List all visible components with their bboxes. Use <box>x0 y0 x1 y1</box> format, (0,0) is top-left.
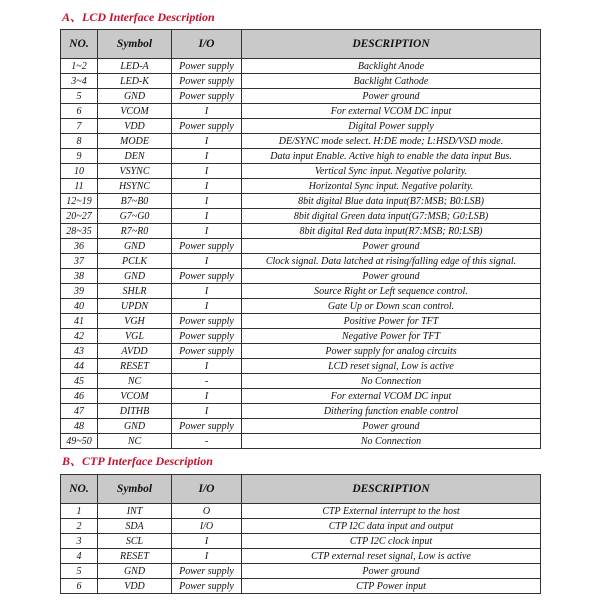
table-row <box>61 119 541 134</box>
cell-io: - <box>172 434 242 449</box>
cell-description: Power ground <box>242 239 541 254</box>
cell-description: CTP External interrupt to the host <box>242 504 541 519</box>
cell-symbol: NC <box>98 434 172 449</box>
cell-symbol: UPDN <box>98 299 172 314</box>
cell-symbol: VCOM <box>98 389 172 404</box>
cell-io: Power supply <box>172 564 242 579</box>
cell-no: 12~19 <box>61 194 98 209</box>
cell-no: 43 <box>61 344 98 359</box>
table-row <box>61 549 541 564</box>
table-row <box>61 519 541 534</box>
cell-description: 8bit digital Blue data input(B7:MSB; B0:LSB) <box>242 194 541 209</box>
cell-io: Power supply <box>172 89 242 104</box>
cell-symbol: PCLK <box>98 254 172 269</box>
cell-symbol: RESET <box>98 549 172 564</box>
cell-io: Power supply <box>172 579 242 594</box>
cell-no: 7 <box>61 119 98 134</box>
cell-description: 8bit digital Green data input(G7:MSB; G0:LSB) <box>242 209 541 224</box>
header-description: DESCRIPTION <box>242 30 541 59</box>
cell-no: 39 <box>61 284 98 299</box>
cell-io: I <box>172 549 242 564</box>
table-row <box>61 579 541 594</box>
cell-no: 48 <box>61 419 98 434</box>
table-row <box>61 404 541 419</box>
cell-symbol: VGH <box>98 314 172 329</box>
cell-no: 40 <box>61 299 98 314</box>
table-row <box>61 564 541 579</box>
lcd-table-body <box>61 59 541 449</box>
cell-no: 2 <box>61 519 98 534</box>
cell-description: Backlight Cathode <box>242 74 541 89</box>
cell-no: 37 <box>61 254 98 269</box>
cell-io: Power supply <box>172 74 242 89</box>
header-io: I/O <box>172 475 242 504</box>
cell-no: 10 <box>61 164 98 179</box>
cell-description: Source Right or Left sequence control. <box>242 284 541 299</box>
cell-no: 4 <box>61 549 98 564</box>
cell-symbol: LED-A <box>98 59 172 74</box>
table-row <box>61 149 541 164</box>
table-row <box>61 389 541 404</box>
cell-io: I <box>172 284 242 299</box>
cell-symbol: NC <box>98 374 172 389</box>
cell-description: Power supply for analog circuits <box>242 344 541 359</box>
ctp-table-header <box>61 475 541 504</box>
cell-symbol: LED-K <box>98 74 172 89</box>
table-row <box>61 504 541 519</box>
cell-description: Data input Enable. Active high to enable the data input Bus. <box>242 149 541 164</box>
cell-description: Negative Power for TFT <box>242 329 541 344</box>
cell-symbol: HSYNC <box>98 179 172 194</box>
ctp-table-body <box>61 504 541 594</box>
cell-symbol: G7~G0 <box>98 209 172 224</box>
cell-symbol: B7~B0 <box>98 194 172 209</box>
cell-symbol: VDD <box>98 119 172 134</box>
cell-io: I <box>172 164 242 179</box>
table-row <box>61 74 541 89</box>
table-row <box>61 284 541 299</box>
cell-io: I <box>172 389 242 404</box>
cell-symbol: AVDD <box>98 344 172 359</box>
cell-symbol: DITHB <box>98 404 172 419</box>
cell-no: 41 <box>61 314 98 329</box>
cell-io: O <box>172 504 242 519</box>
cell-io: Power supply <box>172 119 242 134</box>
cell-description: For external VCOM DC input <box>242 104 541 119</box>
cell-description: Power ground <box>242 564 541 579</box>
cell-io: I <box>172 404 242 419</box>
cell-no: 6 <box>61 104 98 119</box>
cell-description: CTP I2C data input and output <box>242 519 541 534</box>
ctp-section-title: B、CTP Interface Description <box>62 454 213 468</box>
cell-io: I <box>172 254 242 269</box>
cell-io: - <box>172 374 242 389</box>
cell-symbol: GND <box>98 89 172 104</box>
cell-no: 3 <box>61 534 98 549</box>
table-row <box>61 534 541 549</box>
cell-no: 42 <box>61 329 98 344</box>
header-no: NO. <box>61 30 98 59</box>
table-row <box>61 89 541 104</box>
table-row <box>61 359 541 374</box>
cell-description: Power ground <box>242 269 541 284</box>
cell-io: I <box>172 179 242 194</box>
cell-io: I <box>172 299 242 314</box>
cell-description: Gate Up or Down scan control. <box>242 299 541 314</box>
cell-description: 8bit digital Red data input(R7:MSB; R0:LSB) <box>242 224 541 239</box>
cell-no: 5 <box>61 564 98 579</box>
cell-no: 28~35 <box>61 224 98 239</box>
cell-symbol: VSYNC <box>98 164 172 179</box>
table-row <box>61 134 541 149</box>
cell-symbol: MODE <box>98 134 172 149</box>
table-row <box>61 314 541 329</box>
ctp-interface-table <box>60 474 541 594</box>
cell-description: No Connection <box>242 434 541 449</box>
cell-io: Power supply <box>172 59 242 74</box>
cell-io: Power supply <box>172 344 242 359</box>
cell-no: 11 <box>61 179 98 194</box>
cell-io: Power supply <box>172 239 242 254</box>
cell-io: I <box>172 209 242 224</box>
cell-io: I/O <box>172 519 242 534</box>
cell-description: Power ground <box>242 419 541 434</box>
cell-no: 49~50 <box>61 434 98 449</box>
cell-io: I <box>172 194 242 209</box>
cell-no: 3~4 <box>61 74 98 89</box>
cell-no: 47 <box>61 404 98 419</box>
cell-symbol: INT <box>98 504 172 519</box>
cell-symbol: VCOM <box>98 104 172 119</box>
table-row <box>61 104 541 119</box>
table-row <box>61 209 541 224</box>
cell-description: No Connection <box>242 374 541 389</box>
cell-io: I <box>172 104 242 119</box>
cell-description: Vertical Sync input. Negative polarity. <box>242 164 541 179</box>
cell-no: 8 <box>61 134 98 149</box>
cell-description: CTP I2C clock input <box>242 534 541 549</box>
cell-io: I <box>172 149 242 164</box>
table-row <box>61 224 541 239</box>
lcd-section-title: A、LCD Interface Description <box>62 10 215 24</box>
table-row <box>61 59 541 74</box>
cell-symbol: SHLR <box>98 284 172 299</box>
header-description: DESCRIPTION <box>242 475 541 504</box>
lcd-interface-table <box>60 29 541 449</box>
cell-description: CTP Power input <box>242 579 541 594</box>
cell-no: 1 <box>61 504 98 519</box>
cell-description: Dithering function enable control <box>242 404 541 419</box>
cell-no: 38 <box>61 269 98 284</box>
cell-io: Power supply <box>172 269 242 284</box>
header-io: I/O <box>172 30 242 59</box>
header-symbol: Symbol <box>98 475 172 504</box>
cell-io: I <box>172 224 242 239</box>
cell-no: 9 <box>61 149 98 164</box>
cell-no: 20~27 <box>61 209 98 224</box>
cell-description: DE/SYNC mode select. H:DE mode; L:HSD/VSD mode. <box>242 134 541 149</box>
table-row <box>61 419 541 434</box>
table-row <box>61 254 541 269</box>
cell-io: I <box>172 359 242 374</box>
cell-io: I <box>172 534 242 549</box>
cell-symbol: DEN <box>98 149 172 164</box>
cell-io: Power supply <box>172 329 242 344</box>
cell-description: For external VCOM DC input <box>242 389 541 404</box>
cell-symbol: VGL <box>98 329 172 344</box>
cell-symbol: VDD <box>98 579 172 594</box>
header-symbol: Symbol <box>98 30 172 59</box>
cell-description: Backlight Anode <box>242 59 541 74</box>
cell-no: 5 <box>61 89 98 104</box>
cell-description: LCD reset signal, Low is active <box>242 359 541 374</box>
header-no: NO. <box>61 475 98 504</box>
table-row <box>61 164 541 179</box>
cell-no: 1~2 <box>61 59 98 74</box>
cell-description: Positive Power for TFT <box>242 314 541 329</box>
cell-io: Power supply <box>172 419 242 434</box>
cell-symbol: GND <box>98 239 172 254</box>
cell-description: Digital Power supply <box>242 119 541 134</box>
table-row <box>61 179 541 194</box>
table-row <box>61 374 541 389</box>
cell-symbol: SDA <box>98 519 172 534</box>
table-row <box>61 329 541 344</box>
table-row <box>61 299 541 314</box>
table-row <box>61 239 541 254</box>
cell-symbol: SCL <box>98 534 172 549</box>
cell-no: 45 <box>61 374 98 389</box>
lcd-table-header <box>61 30 541 59</box>
cell-description: Power ground <box>242 89 541 104</box>
cell-io: Power supply <box>172 314 242 329</box>
cell-io: I <box>172 134 242 149</box>
cell-symbol: RESET <box>98 359 172 374</box>
table-row <box>61 194 541 209</box>
cell-symbol: R7~R0 <box>98 224 172 239</box>
cell-symbol: GND <box>98 419 172 434</box>
cell-no: 36 <box>61 239 98 254</box>
table-row <box>61 434 541 449</box>
cell-description: CTP external reset signal, Low is active <box>242 549 541 564</box>
cell-no: 46 <box>61 389 98 404</box>
cell-no: 6 <box>61 579 98 594</box>
table-row <box>61 269 541 284</box>
table-row <box>61 344 541 359</box>
cell-description: Clock signal. Data latched at rising/falling edge of this signal. <box>242 254 541 269</box>
cell-no: 44 <box>61 359 98 374</box>
cell-symbol: GND <box>98 564 172 579</box>
cell-symbol: GND <box>98 269 172 284</box>
cell-description: Horizontal Sync input. Negative polarity. <box>242 179 541 194</box>
